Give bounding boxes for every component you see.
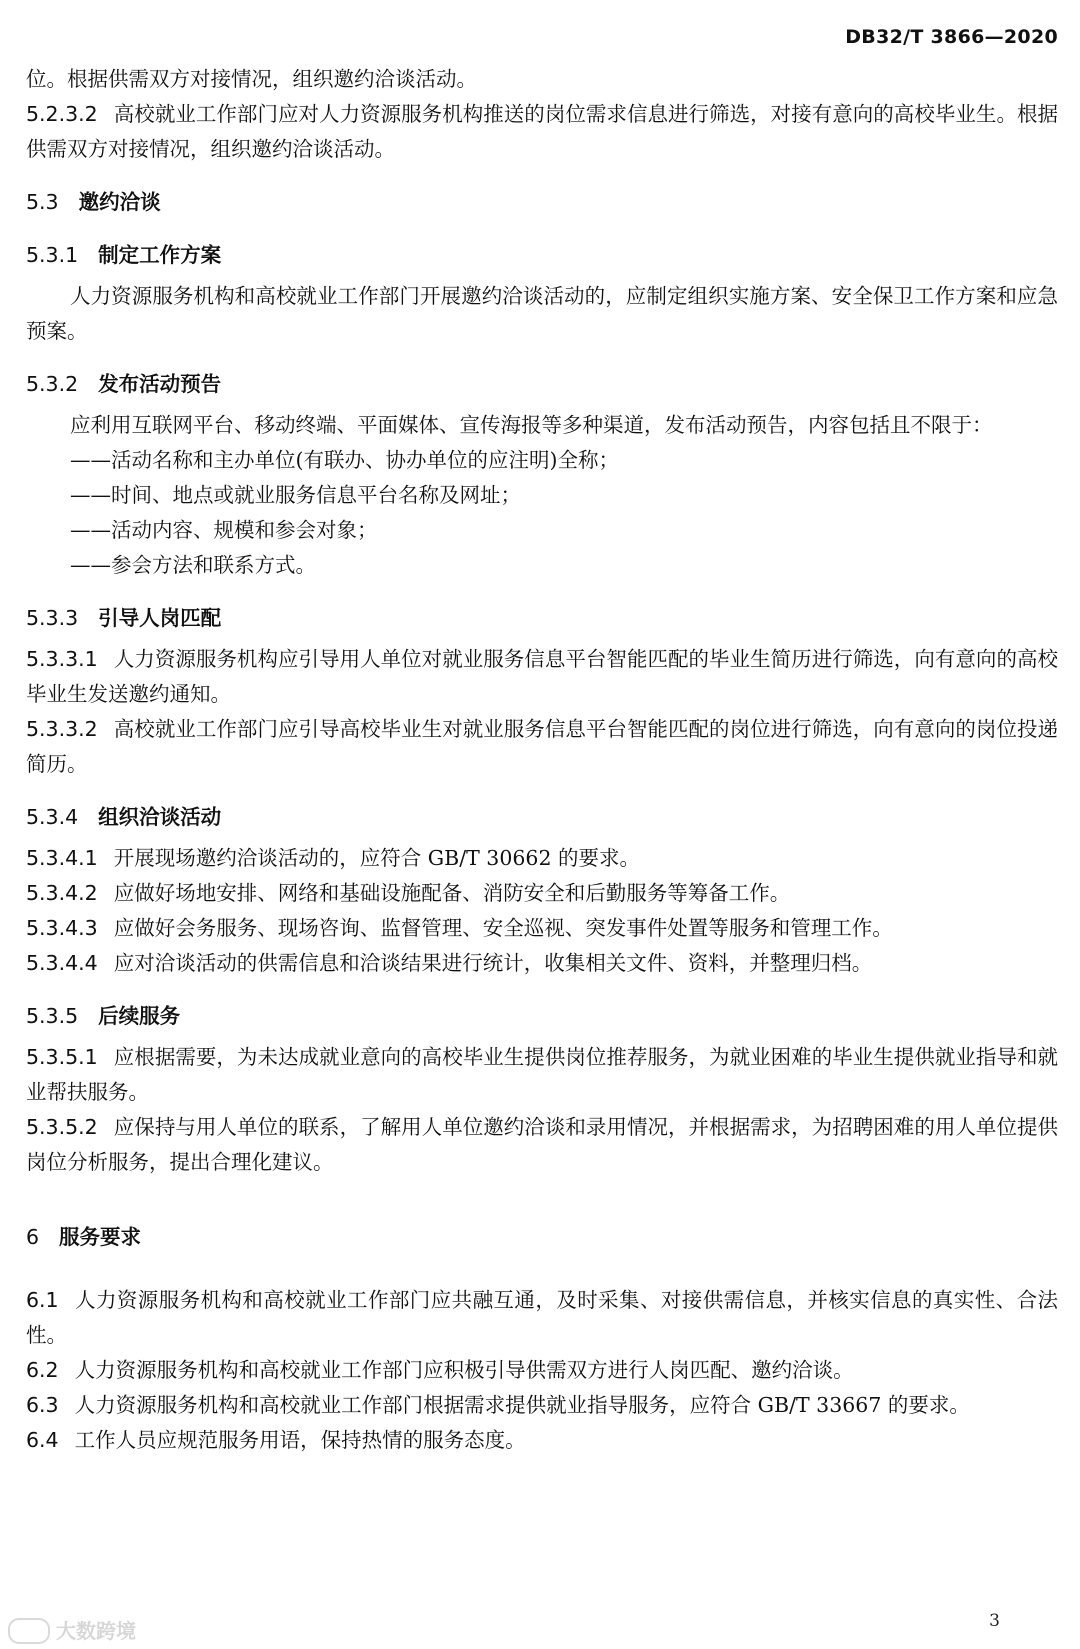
standard-code: DB32/T 3866—2020 [845, 26, 1058, 48]
heading-title: 组织洽谈活动 [98, 805, 222, 829]
heading-number: 5.3.3 [26, 606, 79, 630]
heading-number: 6 [26, 1225, 40, 1249]
clause-text: 应保持与用人单位的联系，了解用人单位邀约洽谈和录用情况，并根据需求，为招聘困难的用人单位提供岗位分析服务，提出合理化建议。 [26, 1115, 1058, 1174]
clause-number: 5.3.3.1 [26, 647, 98, 671]
clause-number: 6.3 [26, 1393, 59, 1417]
clause-text: 高校就业工作部门应对人力资源服务机构推送的岗位需求信息进行筛选，对接有意向的高校毕业生。根据供需双方对接情况，组织邀约洽谈活动。 [26, 102, 1058, 161]
list-item: ——时间、地点或就业服务信息平台名称及网址； [70, 483, 521, 507]
heading-title: 后续服务 [98, 1004, 181, 1028]
clause-5-3-5-2 [26, 1110, 1058, 1180]
clause-number: 5.3.5.1 [26, 1045, 98, 1069]
heading-title: 发布活动预告 [98, 372, 222, 396]
list-item: ——活动名称和主办单位(有联办、协办单位的应注明)全称； [70, 448, 619, 472]
watermark-text: 大数跨境 [56, 1618, 136, 1643]
heading-number: 5.3.1 [26, 243, 79, 267]
clause-5-2-3-2 [26, 97, 1058, 167]
clause-6-2 [26, 1353, 1058, 1388]
clause-6-1 [26, 1283, 1058, 1353]
list-item: ——活动内容、规模和参会对象； [70, 518, 378, 542]
heading-5-3-2 [26, 367, 1058, 402]
clause-number: 5.3.5.2 [26, 1115, 98, 1139]
clause-text: 应做好场地安排、网络和基础设施配备、消防安全和后勤服务等筹备工作。 [113, 881, 791, 905]
clause-5-3-3-2 [26, 712, 1058, 782]
paragraph-5-3-1: 人力资源服务机构和高校就业工作部门开展邀约洽谈活动的，应制定组织实施方案、安全保卫工作方案和应急预案。 [26, 284, 1058, 343]
clause-text: 工作人员应规范服务用语，保持热情的服务态度。 [74, 1428, 526, 1452]
clause-number: 6.1 [26, 1288, 59, 1312]
heading-title: 引导人岗匹配 [98, 606, 222, 630]
clause-text: 人力资源服务机构应引导用人单位对就业服务信息平台智能匹配的毕业生简历进行筛选，向有意向的高校毕业生发送邀约通知。 [26, 647, 1058, 706]
clause-5-3-4-4 [26, 946, 1058, 981]
clause-number: 5.2.3.2 [26, 102, 98, 126]
clause-text: 应根据需要，为未达成就业意向的高校毕业生提供岗位推荐服务，为就业困难的毕业生提供就业指导和就业帮扶服务。 [26, 1045, 1058, 1104]
clause-number: 5.3.4.4 [26, 951, 98, 975]
heading-title: 服务要求 [59, 1225, 142, 1249]
clause-5-3-5-1 [26, 1040, 1058, 1110]
clause-5-3-4-2 [26, 876, 1058, 911]
heading-title: 邀约洽谈 [78, 190, 161, 214]
clause-5-3-4-3 [26, 911, 1058, 946]
heading-number: 5.3.4 [26, 805, 79, 829]
clause-text: 应对洽谈活动的供需信息和洽谈结果进行统计，收集相关文件、资料，并整理归档。 [113, 951, 873, 975]
heading-5-3-5 [26, 999, 1058, 1034]
heading-6 [26, 1220, 1058, 1255]
heading-number: 5.3.2 [26, 372, 79, 396]
heading-5-3 [26, 185, 1058, 220]
clause-6-4 [26, 1423, 1058, 1458]
heading-5-3-1 [26, 238, 1058, 273]
clause-number: 5.3.3.2 [26, 717, 98, 741]
clause-text: 开展现场邀约洽谈活动的，应符合 GB/T 30662 的要求。 [113, 846, 641, 870]
heading-number: 5.3.5 [26, 1004, 79, 1028]
clause-text: 人力资源服务机构和高校就业工作部门应共融互通，及时采集、对接供需信息，并核实信息的真实性、合法性。 [26, 1288, 1058, 1347]
heading-5-3-4 [26, 800, 1058, 835]
paragraph-continued: 位。根据供需双方对接情况，组织邀约洽谈活动。 [26, 67, 477, 91]
page-number: 3 [989, 1611, 1000, 1631]
watermark [8, 1616, 136, 1646]
clause-number: 5.3.4.3 [26, 916, 98, 940]
clause-6-3 [26, 1388, 1058, 1423]
clause-5-3-3-1 [26, 642, 1058, 712]
watermark-logo-icon [8, 1618, 50, 1644]
clause-number: 6.2 [26, 1358, 59, 1382]
heading-title: 制定工作方案 [98, 243, 222, 267]
paragraph-5-3-2: 应利用互联网平台、移动终端、平面媒体、宣传海报等多种渠道，发布活动预告，内容包括且不限于： [70, 413, 993, 437]
clause-number: 6.4 [26, 1428, 59, 1452]
clause-text: 人力资源服务机构和高校就业工作部门应积极引导供需双方进行人岗匹配、邀约洽谈。 [74, 1358, 854, 1382]
clause-text: 人力资源服务机构和高校就业工作部门根据需求提供就业指导服务，应符合 GB/T 33667 的要求。 [74, 1393, 970, 1417]
clause-number: 5.3.4.2 [26, 881, 98, 905]
clause-5-3-4-1 [26, 841, 1058, 876]
clause-text: 应做好会务服务、现场咨询、监督管理、安全巡视、突发事件处置等服务和管理工作。 [113, 916, 893, 940]
clause-text: 高校就业工作部门应引导高校毕业生对就业服务信息平台智能匹配的岗位进行筛选，向有意向的岗位投递简历。 [26, 717, 1058, 776]
heading-5-3-3 [26, 601, 1058, 636]
clause-number: 5.3.4.1 [26, 846, 98, 870]
heading-number: 5.3 [26, 190, 59, 214]
list-item: ——参会方法和联系方式。 [70, 553, 316, 577]
